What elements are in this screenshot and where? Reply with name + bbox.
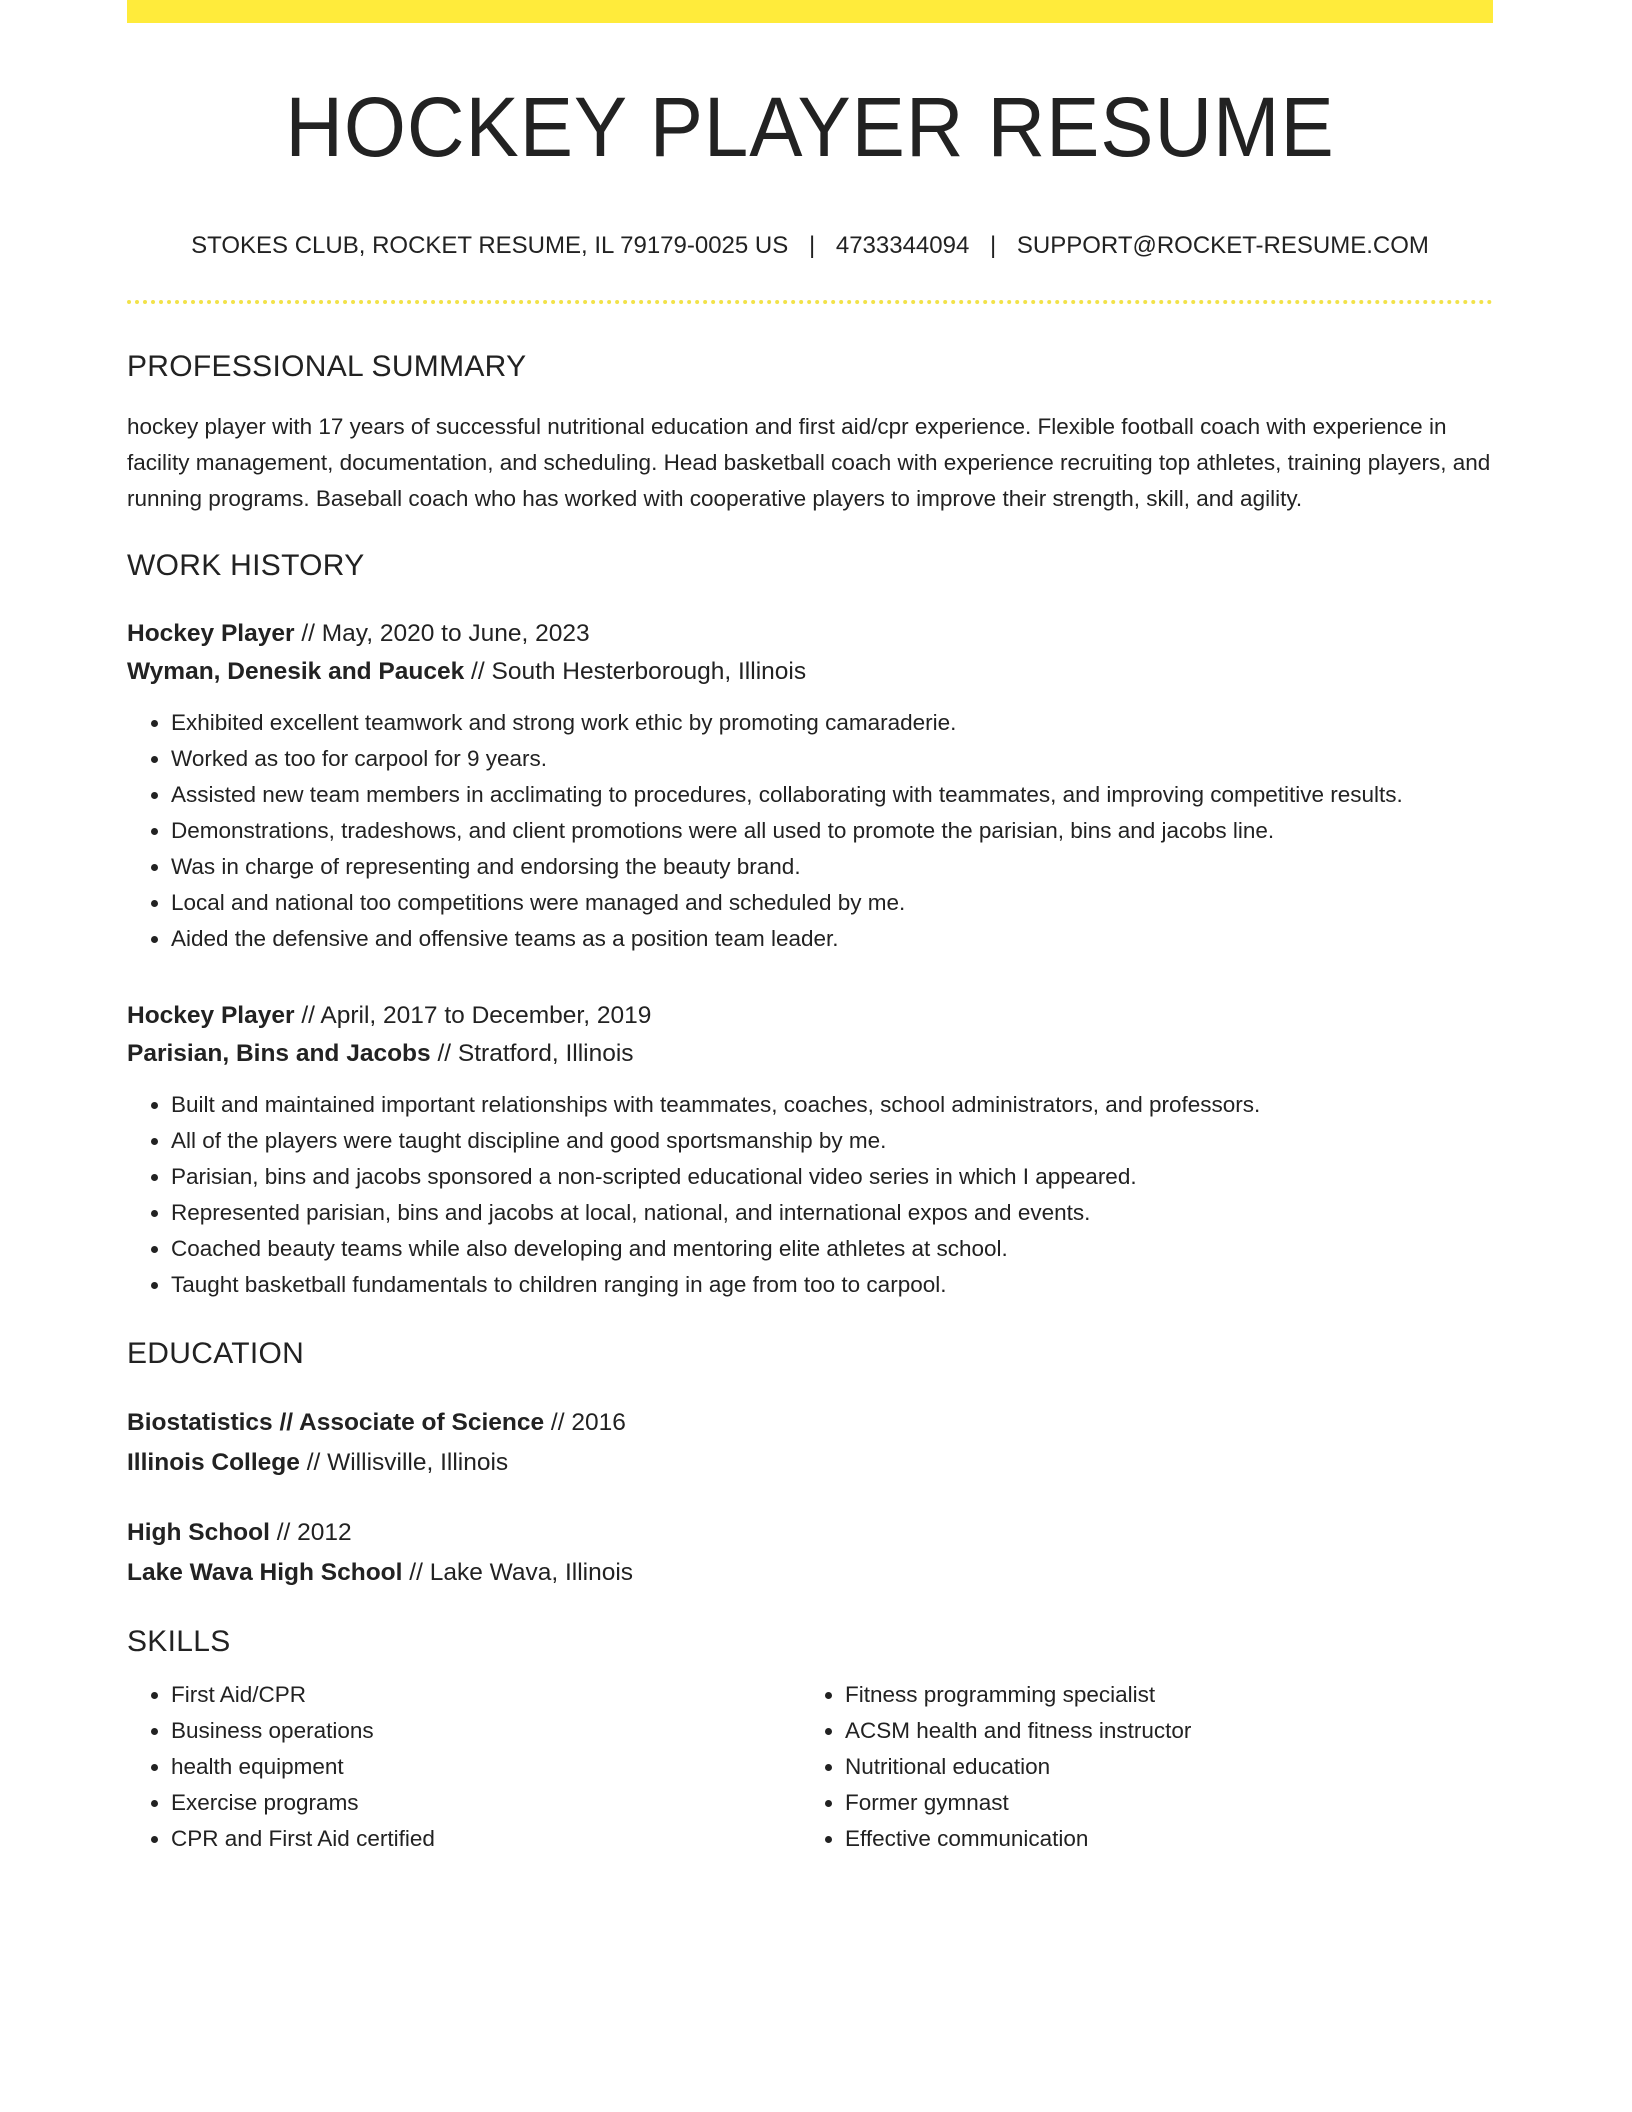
job-bullet: • Built and maintained important relationships with teammates, coaches, school administrators, and professors. (171, 1087, 1493, 1123)
contact-email: SUPPORT@ROCKET-RESUME.COM (1016, 232, 1429, 259)
job-bullet: • Parisian, bins and jacobs sponsored a non-scripted educational video series in which I appeared. (171, 1159, 1493, 1195)
skill-item: • Business operations (171, 1713, 801, 1749)
job-bullet: • Assisted new team members in acclimating to procedures, collaborating with teammates, and improving competitive results. (171, 777, 1493, 813)
job-bullet: • Demonstrations, tradeshows, and client promotions were all used to promote the parisian, bins and jacobs line. (171, 813, 1493, 849)
skill-item: • CPR and First Aid certified (171, 1821, 801, 1857)
education-entry (127, 1403, 1493, 1483)
skill-item: • Fitness programming specialist (845, 1677, 1475, 1713)
job-bullet: • Aided the defensive and offensive teams as a position team leader. (171, 921, 1493, 957)
job-title: Hockey Player (127, 620, 295, 647)
contact-phone: 4733344094 (835, 232, 970, 259)
contact-separator: | (808, 232, 816, 259)
job-location: // South Hesterborough, Illinois (464, 658, 807, 685)
job-bullets (127, 1087, 1493, 1303)
job-bullet: • Taught basketball fundamentals to children ranging in age from too to carpool. (171, 1267, 1493, 1303)
skill-item: • First Aid/CPR (171, 1677, 801, 1713)
job-bullet: • Worked as too for carpool for 9 years. (171, 741, 1493, 777)
work-history-heading: WORK HISTORY (127, 549, 365, 582)
summary-heading: PROFESSIONAL SUMMARY (127, 350, 527, 383)
job-company: Wyman, Denesik and Paucek (127, 658, 465, 685)
education-heading: EDUCATION (127, 1337, 305, 1370)
skill-item: • Former gymnast (845, 1785, 1475, 1821)
job-entry (127, 615, 1493, 957)
education-year: // 2016 (544, 1409, 626, 1436)
education-school: Lake Wava High School (127, 1559, 403, 1586)
contact-address: STOKES CLUB, ROCKET RESUME, IL 79179-0025 US (191, 232, 789, 259)
job-bullet: • Coached beauty teams while also developing and mentoring elite athletes at school. (171, 1231, 1493, 1267)
education-degree: Biostatistics // Associate of Science (127, 1409, 545, 1436)
job-dates: // May, 2020 to June, 2023 (294, 620, 590, 647)
job-bullet: • Exhibited excellent teamwork and strong work ethic by promoting camaraderie. (171, 705, 1493, 741)
job-title: Hockey Player (127, 1002, 295, 1029)
education-school-line (127, 1443, 1493, 1483)
job-bullets (127, 705, 1493, 957)
education-degree-line (127, 1513, 1493, 1553)
resume-page (127, 0, 1493, 1857)
job-bullet: • All of the players were taught discipline and good sportsmanship by me. (171, 1123, 1493, 1159)
skill-item: • Exercise programs (171, 1785, 801, 1821)
resume-title: HOCKEY PLAYER RESUME (285, 80, 1335, 174)
education-school: Illinois College (127, 1449, 300, 1476)
skills-column-left (127, 1677, 801, 1857)
job-bullet: • Local and national too competitions were managed and scheduled by me. (171, 885, 1493, 921)
skills-column-right (801, 1677, 1475, 1857)
job-company-line (127, 653, 1493, 691)
job-entry (127, 997, 1493, 1303)
header-divider (127, 300, 1493, 304)
skills-list (127, 1677, 1493, 1857)
contact-separator: | (990, 232, 997, 259)
education-location: // Willisville, Illinois (299, 1449, 509, 1476)
education-degree: High School (127, 1519, 270, 1546)
job-title-line (127, 997, 1493, 1035)
education-entry (127, 1513, 1493, 1593)
skills-heading: SKILLS (127, 1625, 231, 1658)
skill-item: • Nutritional education (845, 1749, 1475, 1785)
job-company: Parisian, Bins and Jacobs (127, 1040, 431, 1067)
job-bullet: • Was in charge of representing and endorsing the beauty brand. (171, 849, 1493, 885)
job-bullet: • Represented parisian, bins and jacobs at local, national, and international expos and events. (171, 1195, 1493, 1231)
job-dates: // April, 2017 to December, 2019 (294, 1002, 652, 1029)
summary-text: hockey player with 17 years of successful nutritional education and first aid/cpr experience. Flexible football coach with experience in facility management, documentation, and scheduling. Head basketball coach with experience recruiting top athletes, training players, and running programs. Baseball coach who has worked with cooperative players to improve their strength, skill, and agility. (127, 414, 1491, 511)
contact-line (127, 234, 1493, 258)
education-degree-line (127, 1403, 1493, 1443)
education-location: // Lake Wava, Illinois (402, 1559, 634, 1586)
education-school-line (127, 1553, 1493, 1593)
job-title-line (127, 615, 1493, 653)
skill-item: • ACSM health and fitness instructor (845, 1713, 1475, 1749)
education-year: // 2012 (269, 1519, 352, 1546)
header-accent-bar (127, 0, 1493, 23)
job-location: // Stratford, Illinois (430, 1040, 634, 1067)
skill-item: • Effective communication (845, 1821, 1475, 1857)
skill-item: • health equipment (171, 1749, 801, 1785)
job-company-line (127, 1035, 1493, 1073)
